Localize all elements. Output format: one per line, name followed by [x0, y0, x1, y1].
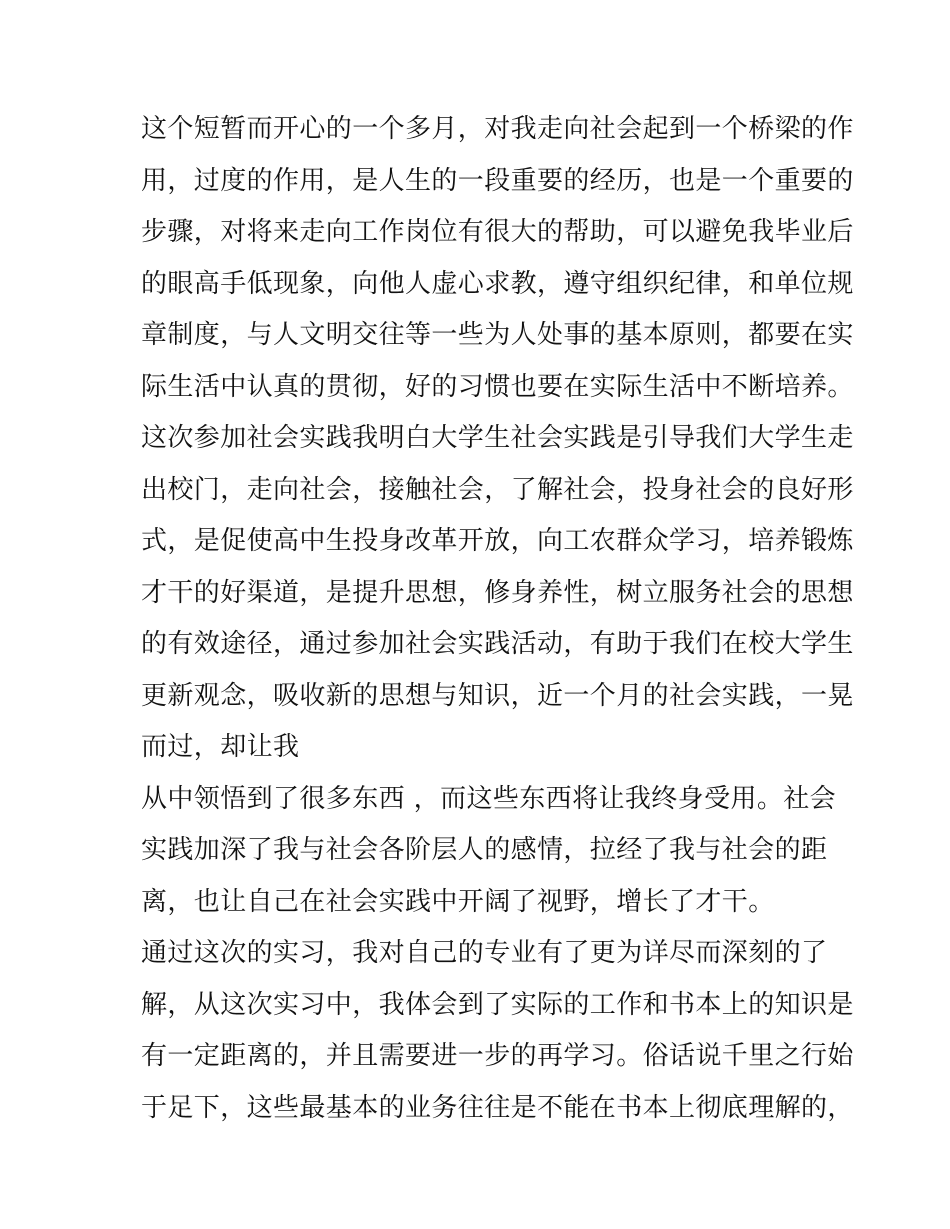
text-line: 通过这次的实习，我对自己的专业有了更为详尽而深刻的了	[141, 938, 828, 968]
text-line: 式，是促使高中生投身改革开放，向工农群众学习，培养锻炼	[141, 526, 854, 556]
text-line: 实践加深了我与社会各阶层人的感情，拉经了我与社会的距	[141, 835, 828, 865]
text-line: 才干的好渠道，是提升思想，修身养性，树立服务社会的思想	[141, 577, 854, 608]
text-line: 出校门，走向社会，接触社会，了解社会，投身社会的良好形	[141, 474, 854, 505]
text-line: 而过，却让我	[141, 732, 300, 762]
text-line: 步骤，对将来走向工作岗位有很大的帮助，可以避免我毕业后	[141, 217, 854, 247]
text-line: 这次参加社会实践我明白大学生社会实践是引导我们大学生走	[141, 423, 854, 453]
text-line: 有一定距离的，并且需要进一步的再学习。俗话说千里之行始	[141, 1041, 854, 1071]
text-line: 这个短暂而开心的一个多月，对我走向社会起到一个桥梁的作	[141, 114, 854, 144]
text-line: 际生活中认真的贯彻，好的习惯也要在实际生活中不断培养。	[141, 371, 854, 402]
text-line: 的眼高手低现象，向他人虚心求教，遵守组织纪律，和单位规	[141, 268, 854, 299]
text-line: 于足下，这些最基本的业务往往是不能在书本上彻底理解的，	[141, 1092, 854, 1123]
body-text	[141, 104, 854, 1134]
text-line: 的有效途径，通过参加社会实践活动，有助于我们在校大学生	[141, 629, 854, 659]
text-line: 离，也让自己在社会实践中开阔了视野，增长了才干。	[141, 886, 775, 917]
text-line: 用，过度的作用，是人生的一段重要的经历，也是一个重要的	[141, 165, 854, 196]
text-line: 从中领悟到了很多东西 ，而这些东西将让我终身受用。社会	[141, 783, 837, 814]
text-line: 解，从这次实习中，我体会到了实际的工作和书本上的知识是	[141, 989, 854, 1020]
text-line: 更新观念，吸收新的思想与知识，近一个月的社会实践，一晃	[141, 680, 854, 711]
text-line: 章制度，与人文明交往等一些为人处事的基本原则，都要在实	[141, 320, 854, 350]
